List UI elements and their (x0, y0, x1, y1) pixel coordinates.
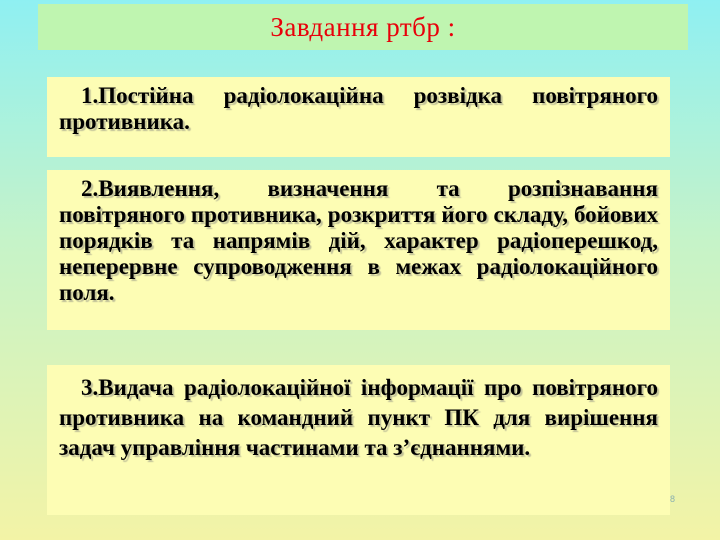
slide-title: Завдання ртбр : (270, 11, 456, 42)
task-box-1 (47, 77, 670, 157)
task-text-1: 1.Постійна радіолокаційна розвідка повітряного противника. (59, 83, 658, 134)
task-box-3 (47, 365, 670, 515)
task-text-2: 2.Виявлення, визначення та розпізнавання повітряного противника, розкриття його складу, бойових порядків та напрямів дій, характер радіоперешкод, неперервне супроводження в межах радіолокаційного поля. (59, 176, 658, 305)
title-bar (38, 4, 688, 50)
task-box-2 (47, 170, 670, 330)
task-text-3: 3.Видача радіолокаційної інформації про повітряного противника на командний пункт ПК для вирішення задач управління частинами та з’єднаннями. (59, 375, 658, 460)
slide-number: 8 (670, 494, 676, 504)
